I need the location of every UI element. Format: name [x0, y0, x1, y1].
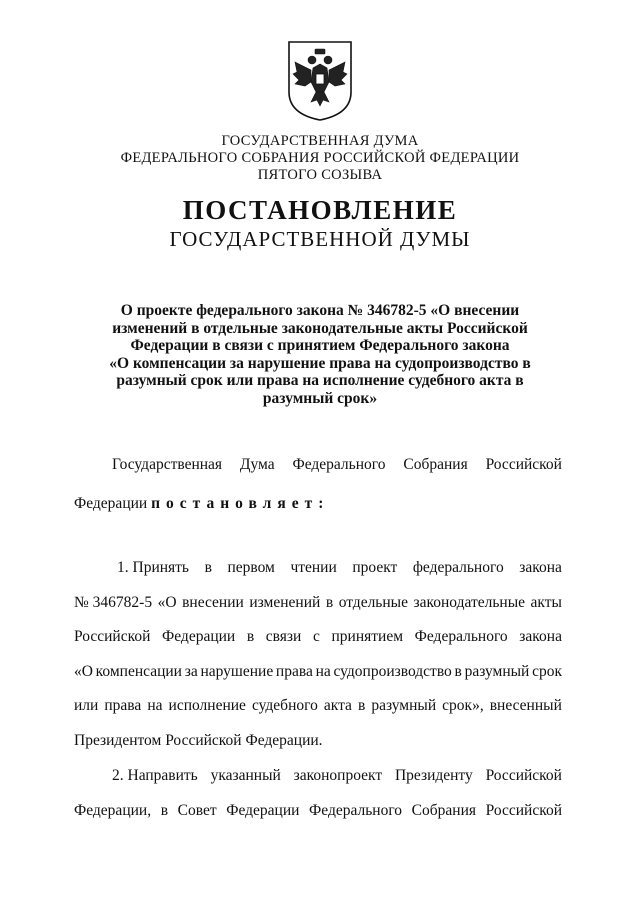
item2-line-2 — [74, 802, 562, 820]
word: принятием — [331, 628, 404, 645]
word: Федерального — [292, 456, 386, 473]
preamble-line-1 — [112, 456, 562, 474]
item1-line-5 — [74, 697, 562, 715]
word: в — [357, 697, 366, 714]
word: внесенный — [489, 697, 562, 714]
word: законодательные — [413, 594, 526, 611]
issuer-header — [0, 133, 640, 184]
document-title: ПОСТАНОВЛЕНИЕ — [182, 195, 458, 225]
word: закона — [519, 628, 562, 645]
word: Собрания — [403, 456, 468, 473]
subject-line: «О компенсации за нарушение права на судопроизводство в — [109, 354, 531, 372]
word: Российской — [74, 628, 151, 645]
word: федерального — [412, 559, 504, 576]
word: судопроизводство — [333, 663, 452, 680]
word: акта — [323, 697, 352, 714]
word: судебного — [251, 697, 318, 714]
preamble-line-2 — [74, 495, 329, 513]
word: первом — [227, 559, 275, 576]
word: нарушение — [200, 663, 274, 680]
item1-line-2 — [74, 594, 562, 612]
word: права — [275, 663, 313, 680]
word: исполнение — [168, 697, 246, 714]
header-line-3: ПЯТОГО СОЗЫВА — [257, 167, 383, 183]
word: связи — [265, 628, 302, 645]
word: Собрания — [411, 802, 476, 819]
item1-line-4 — [74, 663, 562, 681]
word: права — [104, 697, 142, 714]
word: срок», — [442, 697, 484, 714]
word: в — [160, 802, 169, 819]
resolves-keyword: постановляет: — [151, 495, 330, 512]
word: внесении — [182, 594, 244, 611]
subject-line: Федерации в связи с принятием Федерального закона — [130, 337, 510, 354]
word: законопроект — [293, 767, 383, 784]
subject-line: разумный срок» — [262, 389, 378, 407]
word: или — [74, 697, 99, 714]
word: Дума — [239, 456, 275, 473]
word: «О — [157, 594, 177, 611]
word: акты — [530, 594, 562, 611]
word: Российской — [485, 802, 562, 819]
header-line-2: ФЕДЕРАЛЬНОГО СОБРАНИЯ РОССИЙСКОЙ ФЕДЕРАЦИИ — [120, 150, 520, 166]
word: 1. Принять — [117, 559, 190, 576]
word: на — [147, 697, 163, 714]
word: в — [204, 559, 212, 576]
word: закона — [519, 559, 562, 576]
word: Совет — [177, 802, 217, 819]
word: разумный — [371, 697, 437, 714]
word: отдельные — [338, 594, 408, 611]
word: Российской — [485, 767, 562, 784]
word: Федерального — [309, 802, 403, 819]
word: Федерации, — [74, 802, 152, 819]
state-emblem — [287, 40, 353, 122]
word: изменений — [249, 594, 321, 611]
word: срок — [532, 663, 562, 680]
item1-line-3 — [74, 628, 562, 646]
word: «О — [74, 663, 93, 680]
word: № 346782-5 — [74, 594, 153, 611]
word: с — [312, 628, 320, 645]
word: Президенту — [394, 767, 473, 784]
word: 2. Направить — [112, 767, 198, 784]
document-subtitle: ГОСУДАРСТВЕННОЙ ДУМЫ — [169, 227, 471, 251]
word: указанный — [210, 767, 281, 784]
word: на — [315, 663, 331, 680]
word: компенсации — [95, 663, 182, 680]
word: Федерации — [74, 495, 152, 512]
header-line-1: ГОСУДАРСТВЕННАЯ ДУМА — [221, 133, 419, 149]
subject-line: изменений в отдельные законодательные акты Российской — [112, 319, 528, 337]
word: разумный — [464, 663, 530, 680]
word: Российской — [485, 456, 562, 473]
word: в — [325, 594, 334, 611]
subject-line: О проекте федерального закона № 346782-5 «О внесении — [120, 302, 520, 319]
word: Государственная — [112, 456, 223, 473]
item2-line-1 — [112, 767, 562, 785]
word: проект — [352, 559, 398, 576]
subject-block — [95, 302, 545, 407]
item1-line-1 — [117, 559, 562, 577]
subject-line: разумный срок или права на исполнение судебного акта в — [116, 372, 524, 389]
word: Федерального — [414, 628, 508, 645]
word: Федерации — [226, 802, 300, 819]
word: Федерации — [162, 628, 236, 645]
word: в — [454, 663, 462, 680]
word: за — [184, 663, 198, 680]
item1-line-6: Президентом Российской Федерации. — [74, 732, 323, 749]
word: чтении — [290, 559, 337, 576]
word: в — [246, 628, 255, 645]
